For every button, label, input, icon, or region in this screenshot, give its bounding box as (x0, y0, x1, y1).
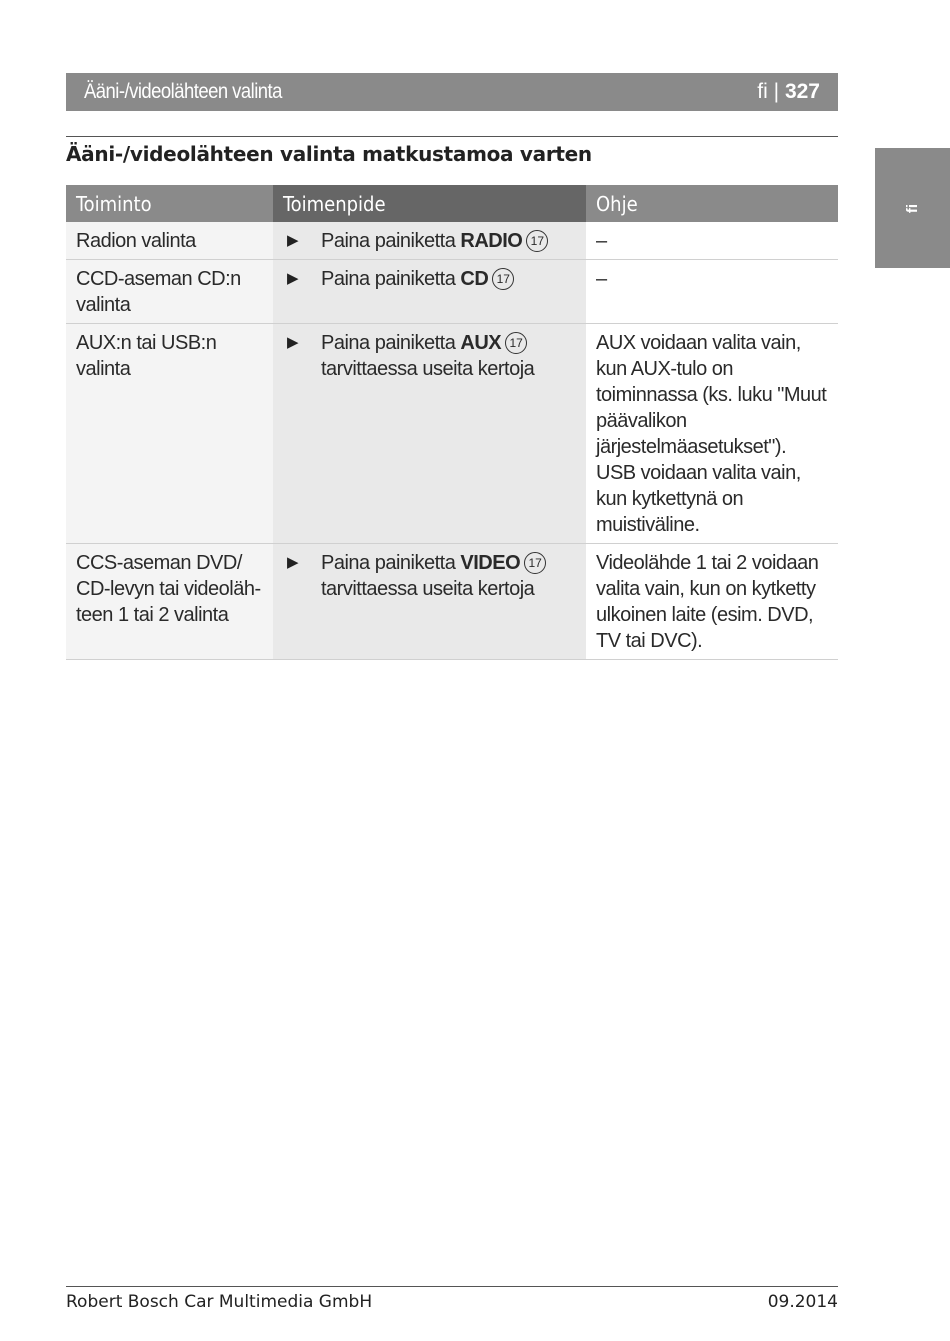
action-cell (273, 544, 586, 660)
reference-number: 17 (492, 268, 514, 290)
table-header-row (66, 185, 838, 222)
table-row (66, 222, 838, 260)
column-header-note: Ohje (586, 185, 838, 222)
button-name: RADIO (460, 230, 523, 252)
action-suffix: tarvittaessa useita kertoja (321, 578, 535, 600)
action-text: Paina painiketta (321, 268, 456, 290)
footer-company: Robert Bosch Car Multimedia GmbH (66, 1292, 373, 1312)
language-side-tab (875, 148, 950, 268)
play-arrow-icon: ▶ (287, 270, 299, 287)
column-header-action: Toimenpide (273, 185, 586, 222)
bottom-rule (66, 1286, 838, 1287)
action-cell (273, 260, 586, 324)
action-text: Paina painiketta (321, 332, 456, 354)
page-number-block (757, 80, 820, 104)
running-header (66, 73, 838, 111)
action-text: Paina painiketta (321, 552, 456, 574)
button-name: AUX (460, 332, 502, 354)
source-selection-table (66, 185, 838, 660)
action-cell (273, 222, 586, 260)
language-code: fi (757, 80, 768, 103)
play-arrow-icon: ▶ (287, 334, 299, 351)
running-header-title: Ääni-/videolähteen valinta (84, 80, 282, 103)
table-row (66, 544, 838, 660)
action-text: Paina painiketta (321, 230, 456, 252)
table-row (66, 260, 838, 324)
play-arrow-icon: ▶ (287, 554, 299, 571)
note-cell: Videolähde 1 tai 2 voidaan valita vain, kun on kytketty ulkoinen laite (esim. DVD, TV tai DVC). (586, 544, 838, 660)
button-name: CD (460, 268, 489, 290)
action-suffix: tarvittaessa useita kertoja (321, 358, 535, 380)
reference-number: 17 (505, 332, 527, 354)
column-header-function: Toiminto (66, 185, 273, 222)
button-name: VIDEO (460, 552, 521, 574)
play-arrow-icon: ▶ (287, 232, 299, 249)
function-cell: Radion valinta (66, 222, 273, 260)
reference-number: 17 (526, 230, 548, 252)
top-rule (66, 136, 838, 137)
note-cell: – (586, 260, 838, 324)
note-cell: – (586, 222, 838, 260)
function-cell: CCS-aseman DVD/ CD-levyn tai videoläh-teen 1 tai 2 valinta (66, 544, 273, 660)
reference-number: 17 (524, 552, 546, 574)
table-row (66, 324, 838, 544)
action-cell (273, 324, 586, 544)
function-cell: CCD-aseman CD:n valinta (66, 260, 273, 324)
section-heading: Ääni-/videolähteen valinta matkustamoa varten (66, 142, 592, 166)
side-tab-label: fi (903, 203, 921, 213)
footer-date: 09.2014 (767, 1292, 838, 1312)
function-cell: AUX:n tai USB:n valinta (66, 324, 273, 544)
note-cell: AUX voidaan valita vain, kun AUX-tulo on toiminnassa (ks. luku "Muut päävalikon järjestelmäasetukset"). USB voidaan valita vain, kun kytkettynä on muistiväline. (586, 324, 838, 544)
header-separator: | (773, 80, 780, 103)
page-number: 327 (784, 80, 820, 103)
